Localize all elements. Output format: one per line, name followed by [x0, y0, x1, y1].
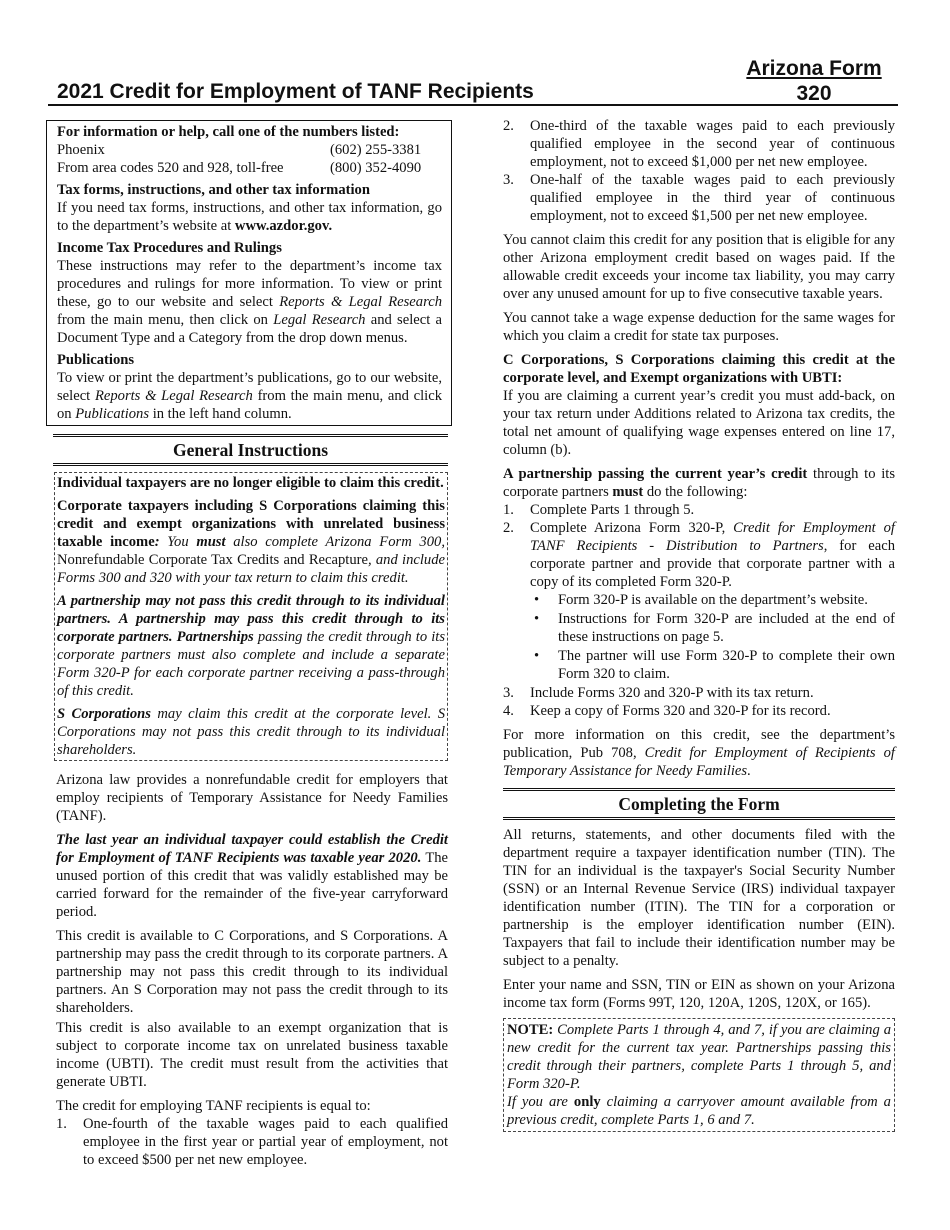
forms-text: If you need tax forms, instructions, and other tax information, go to the department’s website at www.azdor.gov. — [57, 200, 442, 234]
paragraph: The credit for employing TANF recipients is equal to: — [56, 1098, 371, 1114]
phone-label: From area codes 520 and 928, toll-free — [57, 160, 284, 176]
credit-list — [503, 117, 895, 225]
page-title: 2021 Credit for Employment of TANF Recipients — [57, 80, 534, 103]
procedures-heading: Income Tax Procedures and Rulings — [57, 240, 282, 256]
corporate-note: Corporate taxpayers including S Corporations claiming this credit and exempt organizations with unrelated business taxable income: You must also complete Arizona Form 300, Nonrefundable Corporate Tax Credits and Recapture, and include Forms 300 and 320 with your tax return to claim this credit. — [57, 498, 445, 586]
paragraph: You cannot take a wage expense deduction for the same wages for which you claim a credit for state tax purposes. — [503, 310, 895, 344]
general-instructions-heading: General Instructions — [53, 434, 448, 466]
phone-number: (602) 255-3381 — [330, 142, 422, 158]
credit-list — [56, 1115, 448, 1169]
paragraph: Enter your name and SSN, TIN or EIN as shown on your Arizona income tax form (Forms 99T, 120, 120A, 120S, 120X, or 165). — [503, 977, 895, 1011]
c-corp-text: If you are claiming a current year’s credit you must add-back, on your tax return under Additions related to Arizona tax credits, the total net amount of qualifying wage expenses entered on line 17, column (b). — [503, 388, 895, 458]
list-item: 3. One-half of the taxable wages paid to each previously qualified employee in the third year of continuous employment, not to exceed $1,500 per net new employee. — [503, 172, 895, 224]
completing-form-heading: Completing the Form — [503, 788, 895, 820]
right-column — [503, 117, 895, 1132]
form-label: Arizona Form — [746, 57, 882, 80]
paragraph: This credit is also available to an exempt organization that is subject to corporate income tax on unrelated business taxable income (UBTI). The credit must result from the activities that generate UBTI. — [56, 1020, 448, 1090]
bullet-item: • Instructions for Form 320-P are included at the end of these instructions on page 5. — [530, 610, 895, 646]
list-item: 2. Complete Arizona Form 320-P, Credit for Employment of TANF Recipients - Distribution to Partners, for each corporate partner and provide that corporate partner with a copy of its completed Form 320-P. • Form 320-P is available on the department’s website. • Instructions for Form 320-P are included at the end of these instructions on page 5. • The partner will use Form 320-P to complete their own Form 320 to claim. — [503, 519, 895, 683]
phone-row — [57, 141, 442, 159]
c-corp-section — [503, 351, 895, 459]
more-info: For more information on this credit, see the department’s publication, Pub 708, Credit for Employment of Recipients of Temporary Assistance for Needy Families. — [503, 727, 895, 779]
paragraph: This credit is available to C Corporations, and S Corporations. A partnership may pass the credit through to its corporate partners. A partnership may not pass this credit through to its individual partners. An S Corporation may not pass the credit through to its shareholders. — [56, 928, 448, 1016]
partnership-steps — [503, 501, 895, 720]
info-box — [46, 120, 452, 426]
left-column — [56, 120, 448, 1175]
bullet-item: • The partner will use Form 320-P to complete their own Form 320 to claim. — [530, 647, 895, 683]
publications-heading: Publications — [57, 352, 135, 368]
header-rule — [48, 104, 898, 106]
s-corp-note: S Corporations may claim this credit at the corporate level. S Corporations may not pass this credit through to its individual shareholders. — [57, 706, 445, 758]
list-item: 1. Complete Parts 1 through 5. — [503, 502, 695, 518]
bullet-list — [530, 591, 895, 683]
procedures-text: These instructions may refer to the department’s income tax procedures and rulings for more information. To view or print these, go to our website and select Reports & Legal Research from the main menu, then click on Legal Research and select a Document Type and a Category from the drop down menus. — [57, 258, 442, 346]
list-item: 3. Include Forms 320 and 320-P with its tax return. — [503, 685, 814, 701]
phone-label: Phoenix — [57, 142, 105, 158]
paragraph: All returns, statements, and other documents filed with the department require a taxpayer identification number (TIN). The TIN for an individual is the taxpayer's Social Security Number (SSN) or an Internal Revenue Service (IRS) individual taxpayer identification number (ITIN). The TIN for a corporation or partnership is the employer identification number (EIN). Taxpayers that fail to include their identification number may be subject to a penalty. — [503, 827, 895, 969]
bullet-item: • Form 320-P is available on the department’s website. — [530, 591, 895, 609]
paragraph: Arizona law provides a nonrefundable credit for employers that employ recipients of Temporary Assistance for Needy Families (TANF). — [56, 772, 448, 824]
partnership-intro: A partnership passing the current year’s credit through to its corporate partners must do the following: — [503, 466, 895, 500]
eligibility-box — [54, 472, 448, 761]
form-number — [730, 56, 898, 106]
partnership-note: A partnership may not pass this credit through to its individual partners. A partnership may pass this credit through to its corporate partners. Partnerships passing the credit through to its corporate partners must also complete and include a separate Form 320-P for each corporate partner receiving a pass-through of this credit. — [57, 593, 445, 699]
forms-heading: Tax forms, instructions, and other tax information — [57, 182, 370, 198]
form-id: 320 — [796, 82, 832, 105]
note-box — [503, 1018, 895, 1132]
website-link[interactable]: www.azdor.gov. — [234, 218, 333, 234]
eligibility-note: Individual taxpayers are no longer eligible to claim this credit. — [57, 475, 444, 491]
list-item: 2. One-third of the taxable wages paid to each previously qualified employee in the second year of continuous employment, not to exceed $1,000 per net new employee. — [503, 118, 895, 170]
phone-row — [57, 159, 442, 177]
phone-number: (800) 352-4090 — [330, 160, 422, 176]
paragraph: You cannot claim this credit for any position that is eligible for any other Arizona employment credit based on wages paid. If the allowable credit exceeds your income tax liability, you may carry over any unused amount for up to five consecutive taxable years. — [503, 232, 895, 302]
list-item: 1. One-fourth of the taxable wages paid to each qualified employee in the first year or partial year of employment, not to exceed $500 per net new employee. — [56, 1116, 448, 1168]
list-item: 4. Keep a copy of Forms 320 and 320-P for its record. — [503, 703, 831, 719]
publications-text: To view or print the department’s publications, go to our website, select Reports & Legal Research from the main menu, and click on Publications in the left hand column. — [57, 370, 442, 422]
note-text: If you are only claiming a carryover amount available from a previous credit, complete Parts 1, 6 and 7. — [507, 1094, 891, 1128]
paragraph: The last year an individual taxpayer could establish the Credit for Employment of TANF Recipients was taxable year 2020. The unused portion of this credit that was validly established may be carried forward for the remainder of the five-year carryforward period. — [56, 832, 449, 920]
help-heading: For information or help, call one of the numbers listed: — [57, 124, 400, 140]
note-text: NOTE: Complete Parts 1 through 4, and 7, if you are claiming a new credit for the current tax year. Partnerships passing this credit through their partners, complete Parts 1 through 5, and Form 320-P. — [507, 1022, 891, 1092]
c-corp-heading: C Corporations, S Corporations claiming this credit at the corporate level, and Exempt organizations with UBTI: — [503, 352, 895, 386]
